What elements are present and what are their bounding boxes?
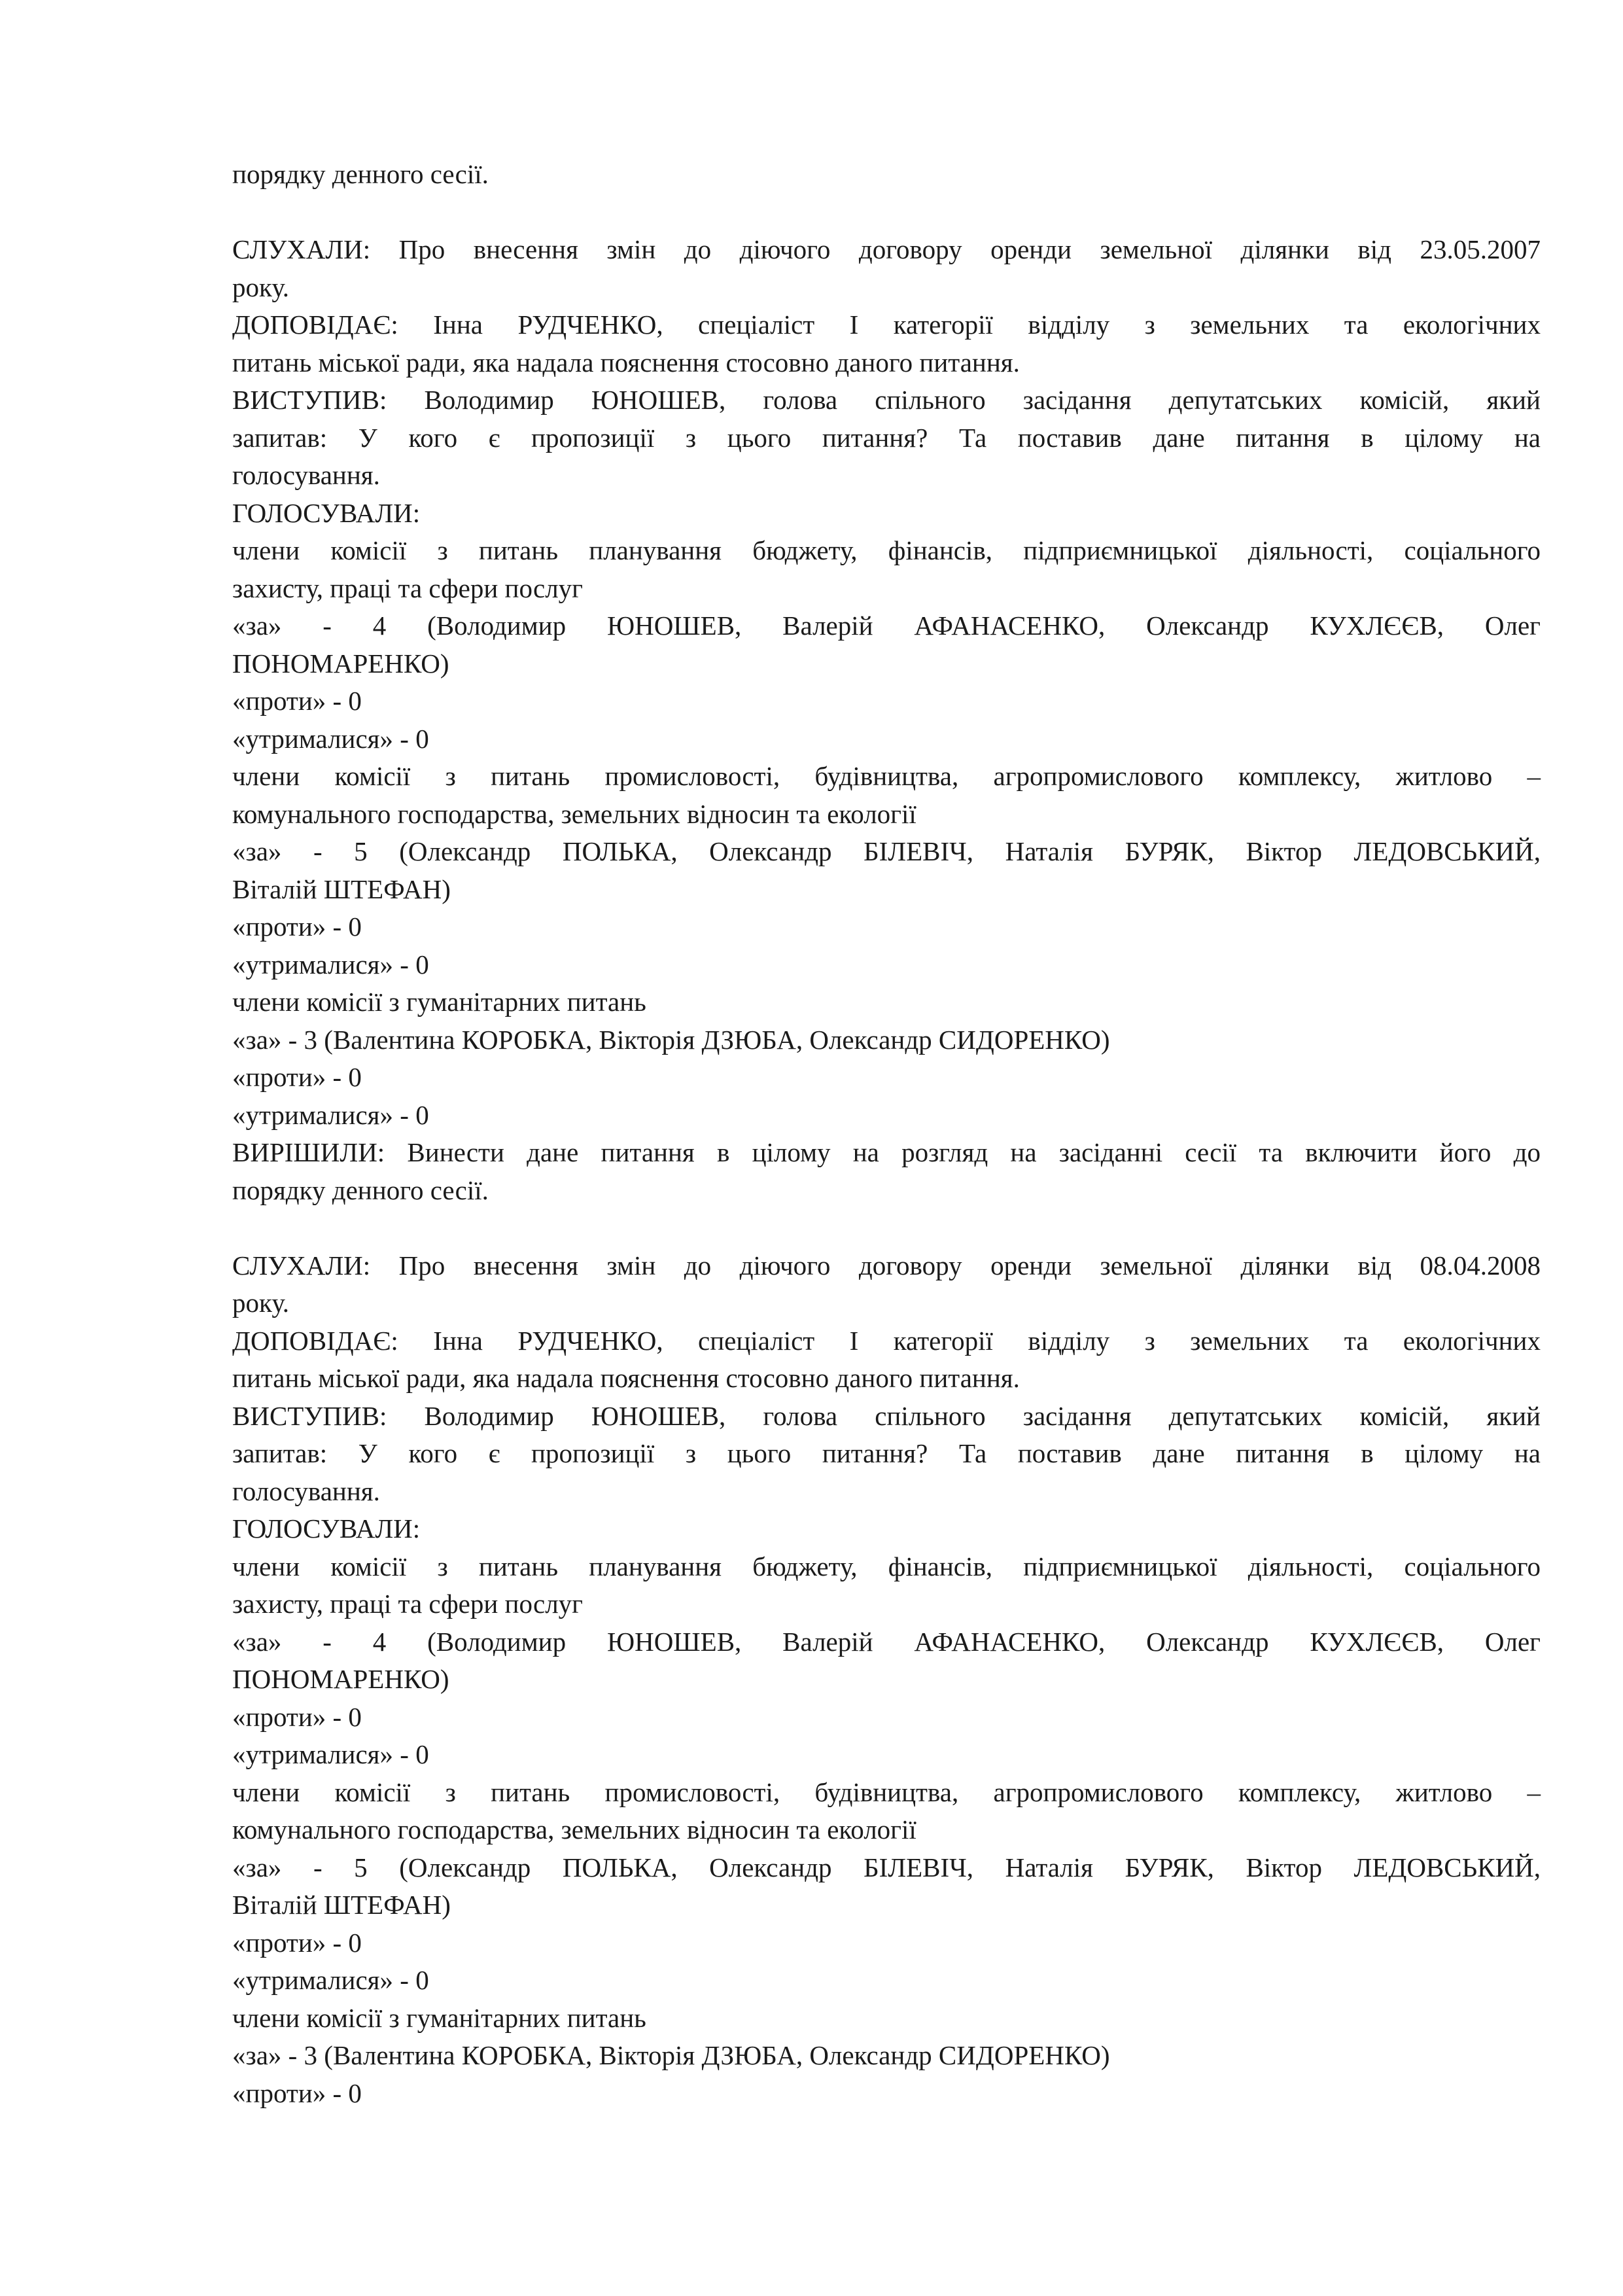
decided-line: порядку денного сесії. <box>232 1174 489 1205</box>
commission-2-for: Віталій ШТЕФАН) <box>232 874 451 904</box>
commission-2-abstained: «утрималися» - 0 <box>232 1965 429 1995</box>
reports-line: ДОПОВІДАЄ: Інна РУДЧЕНКО, спеціаліст І категорії відділу з земельних та екологічних <box>232 1325 1541 1356</box>
commission-2-title: комунального господарства, земельних відносин та екології <box>232 1814 916 1845</box>
decided-line: ВИРІШИЛИ: Винести дане питання в цілому на розгляд на засіданні сесії та включити його до <box>232 1137 1541 1167</box>
commission-2-for: «за» - 5 (Олександр ПОЛЬКА, Олександр БІЛЕВІЧ, Наталія БУРЯК, Віктор ЛЕДОВСЬКИЙ, <box>232 1852 1541 1882</box>
commission-3-title: члени комісії з гуманітарних питань <box>232 2002 646 2033</box>
commission-3-against: «проти» - 0 <box>232 2077 362 2108</box>
heard-line: року. <box>232 1288 289 1318</box>
commission-1-for: ПОНОМАРЕНКО) <box>232 1664 449 1694</box>
commission-1-for: «за» - 4 (Володимир ЮНОШЕВ, Валерій АФАНАСЕНКО, Олександр КУХЛЄЄВ, Олег <box>232 1626 1541 1657</box>
heard-line: СЛУХАЛИ: Про внесення змін до діючого договору оренди земельної ділянки від 23.05.2007 <box>232 234 1541 264</box>
agenda-item-1 <box>232 231 1541 1209</box>
commission-1-for: «за» - 4 (Володимир ЮНОШЕВ, Валерій АФАНАСЕНКО, Олександр КУХЛЄЄВ, Олег <box>232 610 1541 641</box>
commission-3-for: «за» - 3 (Валентина КОРОБКА, Вікторія ДЗЮБА, Олександр СИДОРЕНКО) <box>232 2040 1110 2070</box>
voted-heading: ГОЛОСУВАЛИ: <box>232 497 421 528</box>
document-page <box>232 156 1541 2112</box>
commission-1-against: «проти» - 0 <box>232 1701 362 1732</box>
commission-1-title: захисту, праці та сфери послуг <box>232 1589 583 1619</box>
commission-2-for: «за» - 5 (Олександр ПОЛЬКА, Олександр БІЛЕВІЧ, Наталія БУРЯК, Віктор ЛЕДОВСЬКИЙ, <box>232 836 1541 866</box>
commission-2-against: «проти» - 0 <box>232 911 362 942</box>
commission-2-abstained: «утрималися» - 0 <box>232 949 429 980</box>
commission-3-for: «за» - 3 (Валентина КОРОБКА, Вікторія ДЗЮБА, Олександр СИДОРЕНКО) <box>232 1024 1110 1055</box>
commission-2-title: члени комісії з питань промисловості, будівництва, агропромислового комплексу, житлово – <box>232 1776 1541 1807</box>
heard-line: року. <box>232 272 289 302</box>
commission-1-title: члени комісії з питань планування бюджету, фінансів, підприємницької діяльності, соціального <box>232 1551 1541 1581</box>
commission-2-against: «проти» - 0 <box>232 1927 362 1958</box>
spoke-line: ВИСТУПИВ: Володимир ЮНОШЕВ, голова спільного засідання депутатських комісій, який <box>232 385 1541 415</box>
commission-3-title: члени комісії з гуманітарних питань <box>232 987 646 1017</box>
reports-line: питань міської ради, яка надала пояснення стосовно даного питання. <box>232 347 1020 378</box>
commission-1-for: ПОНОМАРЕНКО) <box>232 648 449 679</box>
commission-3-abstained: «утрималися» - 0 <box>232 1099 429 1130</box>
agenda-item-2 <box>232 1247 1541 2113</box>
commission-2-title: члени комісії з питань промисловості, будівництва, агропромислового комплексу, житлово – <box>232 761 1541 791</box>
spoke-line: голосування. <box>232 460 380 490</box>
commission-1-abstained: «утрималися» - 0 <box>232 723 429 754</box>
commission-2-for: Віталій ШТЕФАН) <box>232 1890 451 1920</box>
spoke-line: запитав: У кого є пропозиції з цього питання? Та поставив дане питання в цілому на <box>232 422 1541 453</box>
commission-1-title: члени комісії з питань планування бюджету, фінансів, підприємницької діяльності, соціального <box>232 535 1541 565</box>
commission-1-title: захисту, праці та сфери послуг <box>232 573 583 603</box>
commission-3-against: «проти» - 0 <box>232 1062 362 1092</box>
heard-line: СЛУХАЛИ: Про внесення змін до діючого договору оренди земельної ділянки від 08.04.2008 <box>232 1250 1541 1280</box>
commission-1-abstained: «утрималися» - 0 <box>232 1739 429 1769</box>
spoke-line: ВИСТУПИВ: Володимир ЮНОШЕВ, голова спільного засідання депутатських комісій, який <box>232 1400 1541 1431</box>
intro-continuation: порядку денного сесії. <box>232 159 489 189</box>
spoke-line: голосування. <box>232 1475 380 1506</box>
voted-heading: ГОЛОСУВАЛИ: <box>232 1513 421 1544</box>
commission-2-title: комунального господарства, земельних відносин та екології <box>232 798 916 829</box>
commission-1-against: «проти» - 0 <box>232 686 362 716</box>
paragraph-gap <box>232 1209 1541 1247</box>
reports-line: ДОПОВІДАЄ: Інна РУДЧЕНКО, спеціаліст І категорії відділу з земельних та екологічних <box>232 309 1541 340</box>
spoke-line: запитав: У кого є пропозиції з цього питання? Та поставив дане питання в цілому на <box>232 1438 1541 1468</box>
paragraph-gap <box>232 194 1541 232</box>
reports-line: питань міської ради, яка надала пояснення стосовно даного питання. <box>232 1363 1020 1393</box>
